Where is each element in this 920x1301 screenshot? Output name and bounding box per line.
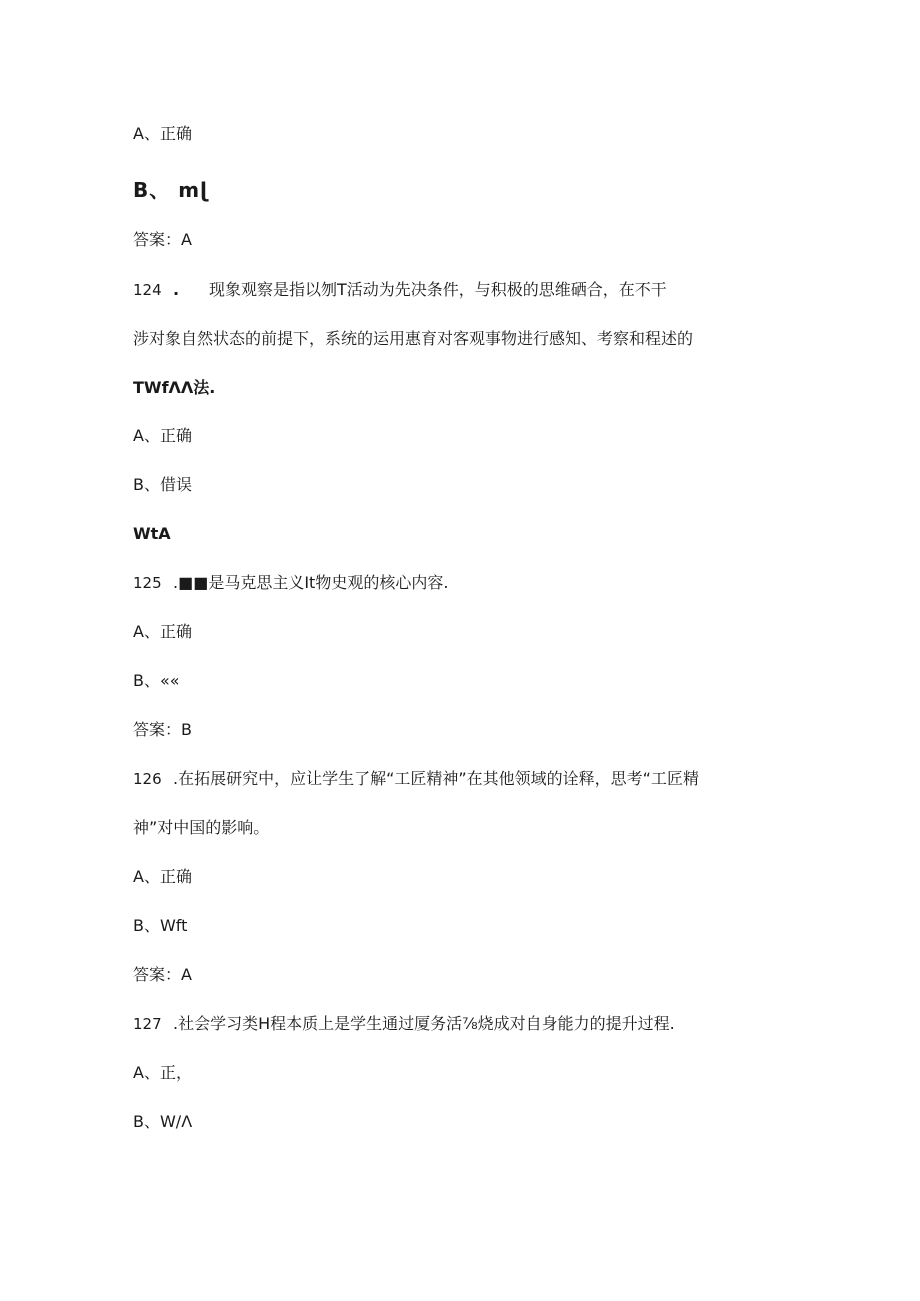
question-125-option-a: A、正确	[133, 622, 192, 641]
question-126-answer: 答案：A	[133, 965, 192, 984]
question-125	[133, 573, 448, 593]
question-125-answer: 答案：B	[133, 720, 192, 739]
question-number: 125	[133, 574, 162, 592]
question-126-option-a: A、正确	[133, 867, 192, 886]
question-number: 127	[133, 1015, 162, 1033]
option-a: A、正确	[133, 124, 192, 143]
question-124	[133, 280, 667, 300]
question-124-line2: 涉对象自然状态的前提下，系统的运用惠育对客观事物进行感知、考察和程述的	[133, 329, 694, 348]
question-text: 现象观察是指以刎T活动为先决条件，与积极的思维硒合，在不干	[209, 280, 667, 299]
question-125-option-b: B、««	[133, 671, 180, 690]
answer: 答案：A	[133, 230, 192, 249]
question-127-option-b: B、W∕Λ	[133, 1112, 193, 1131]
question-124-option-b: B、借误	[133, 475, 192, 494]
question-number: 126	[133, 770, 162, 788]
question-dot: .	[173, 280, 180, 299]
question-124-answer: WtA	[133, 524, 171, 543]
question-text: .社会学习类H程本质上是学生通过厦务活⅞烧成对自身能力的提升过程.	[173, 1014, 675, 1033]
question-126	[133, 769, 699, 789]
question-text: .■■是马克思主义It物史观的核心内容.	[173, 573, 449, 592]
question-124-option-a: A、正确	[133, 426, 192, 445]
question-126-option-b: B、Wft	[133, 916, 188, 935]
question-number: 124	[133, 281, 162, 299]
option-b: B、 mɭ	[133, 178, 208, 202]
question-126-line2: 神”对中国的影响。	[133, 818, 270, 837]
question-text: .在拓展研究中，应让学生了解“工匠精神”在其他领域的诠释，思考“工匠精	[173, 769, 699, 788]
question-124-line3: TWfΛΛ法.	[133, 378, 216, 397]
question-127	[133, 1014, 675, 1034]
question-127-option-a: A、正，	[133, 1063, 192, 1082]
